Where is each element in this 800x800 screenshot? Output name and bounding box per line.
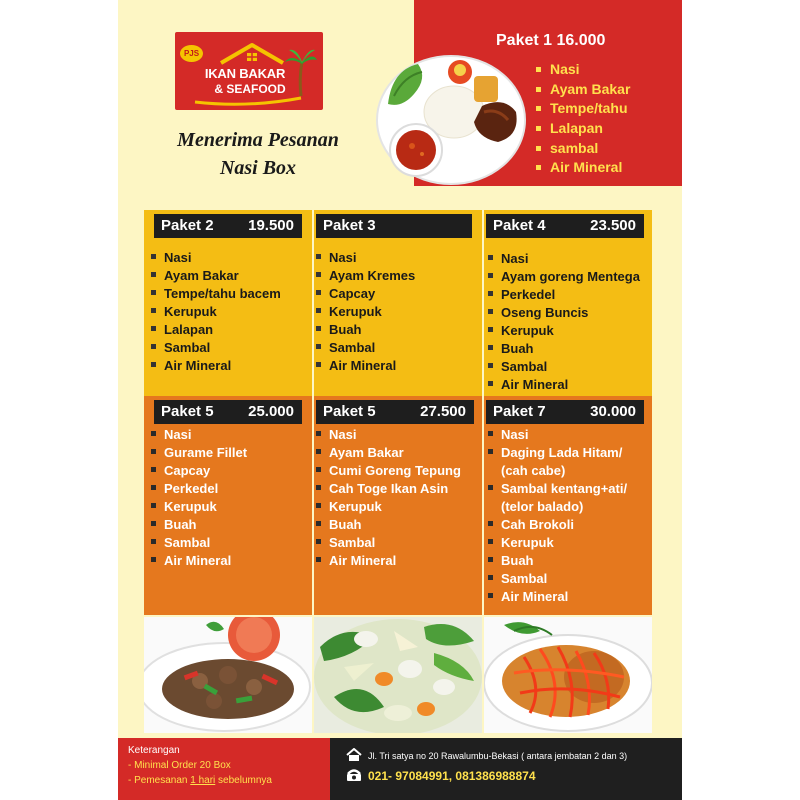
package-card-paket5a: [144, 396, 312, 615]
list-item: Air Mineral: [151, 357, 281, 375]
package-card-paket3: [314, 210, 482, 396]
list-item: Buah: [316, 516, 461, 534]
paket1-item-list: [536, 60, 630, 178]
list-item: Kerupuk: [151, 498, 247, 516]
list-item: Sambal: [316, 339, 415, 357]
list-item: Buah: [151, 516, 247, 534]
logo-swoosh: [193, 96, 303, 106]
package-item-list: [488, 426, 627, 606]
package-price: 25.000: [248, 403, 294, 420]
package-item-list: [316, 249, 415, 375]
menu-flyer: [118, 0, 682, 800]
note-order-time-suffix: sebelumnya: [215, 775, 272, 786]
package-header: [154, 214, 302, 238]
package-card-paket4: [484, 210, 652, 396]
pjs-badge: PJS: [180, 45, 203, 62]
list-item: Kerupuk: [488, 534, 627, 552]
list-item: Air Mineral: [151, 552, 247, 570]
footer-contact: [330, 738, 682, 800]
list-item: Nasi: [316, 249, 415, 267]
list-item: Cah Toge Ikan Asin: [316, 480, 461, 498]
list-item: Air Mineral: [488, 376, 640, 394]
phone-numbers: 021- 97084991, 081386988874: [368, 769, 536, 783]
list-item: Nasi: [488, 426, 627, 444]
package-price: 23.500: [590, 217, 636, 234]
package-card-paket2: [144, 210, 312, 396]
package-item-list: [316, 426, 461, 570]
list-item: Cumi Goreng Tepung: [316, 462, 461, 480]
list-item: Kerupuk: [316, 498, 461, 516]
list-item: Ayam Bakar: [151, 267, 281, 285]
notes-title: Keterangan: [128, 745, 180, 756]
package-name: Paket 5: [323, 403, 376, 420]
list-item: Tempe/tahu: [536, 99, 630, 119]
note-min-order: - Minimal Order 20 Box: [128, 760, 231, 771]
list-item: Sambal: [316, 534, 461, 552]
list-item: Kerupuk: [488, 322, 640, 340]
list-item: Sambal: [151, 339, 281, 357]
package-header: [486, 214, 644, 238]
list-item: Air Mineral: [316, 552, 461, 570]
list-item: Air Mineral: [536, 158, 630, 178]
list-item: Ayam Bakar: [316, 444, 461, 462]
list-item: Nasi: [536, 60, 630, 80]
package-header: [316, 214, 472, 238]
package-item-list: [488, 250, 640, 394]
list-item: Ayam goreng Mentega: [488, 268, 640, 286]
restaurant-logo: [175, 32, 323, 110]
package-item-list: [151, 249, 281, 375]
list-item: Nasi: [151, 426, 247, 444]
map-pin-icon: [346, 748, 362, 762]
package-name: Paket 5: [161, 403, 214, 420]
list-item-continuation: (cah cabe): [501, 463, 566, 478]
list-item: Capcay: [151, 462, 247, 480]
list-item-continuation: (telor balado): [501, 499, 584, 514]
list-item: Lalapan: [536, 119, 630, 139]
list-item: Capcay: [316, 285, 415, 303]
list-item: Oseng Buncis: [488, 304, 640, 322]
list-item: Buah: [488, 552, 627, 570]
list-item: Ayam Bakar: [536, 80, 630, 100]
list-item: Sambal: [488, 358, 640, 376]
address: Jl. Tri satya no 20 Rawalumbu-Bekasi ( antara jembatan 2 dan 3): [368, 751, 628, 761]
list-item: Buah: [488, 340, 640, 358]
food-photo-capcay: [314, 617, 482, 733]
list-item: Kerupuk: [151, 303, 281, 321]
list-item: sambal: [536, 139, 630, 159]
list-item: Ayam Kremes: [316, 267, 415, 285]
package-header: [316, 400, 474, 424]
note-order-time-days: 1 hari: [190, 775, 216, 786]
list-item: Air Mineral: [316, 357, 415, 375]
house-icon: [217, 41, 287, 67]
food-photo-squid: [484, 617, 652, 733]
list-item: Tempe/tahu bacem: [151, 285, 281, 303]
package-name: Paket 2: [161, 217, 214, 234]
headline-line1: Menerima Pesanan: [177, 129, 339, 151]
list-item: Perkedel: [151, 480, 247, 498]
list-item: Cah Brokoli: [488, 516, 627, 534]
logo-text-line1: IKAN BAKAR: [204, 66, 286, 81]
package-name: Paket 7: [493, 403, 546, 420]
list-item: Sambal kentang+ati/: [488, 480, 627, 498]
package-card-paket5b: [314, 396, 482, 615]
list-item: Nasi: [488, 250, 640, 268]
package-header: [486, 400, 644, 424]
list-item: Buah: [316, 321, 415, 339]
package-name: Paket 4: [493, 217, 546, 234]
list-item: Sambal: [151, 534, 247, 552]
list-item: Nasi: [316, 426, 461, 444]
logo-text-line2: & SEAFOOD: [214, 82, 286, 96]
package-header: [154, 400, 302, 424]
paket1-title: Paket 1 16.000: [496, 32, 606, 49]
list-item: Nasi: [151, 249, 281, 267]
paket1-food-photo: [374, 50, 528, 188]
food-photo-beef: [144, 617, 312, 733]
list-item: Gurame Fillet: [151, 444, 247, 462]
list-item: Perkedel: [488, 286, 640, 304]
note-order-time: [128, 775, 272, 786]
list-item: Daging Lada Hitam/: [488, 444, 627, 462]
package-price: 27.500: [420, 403, 466, 420]
list-item: Air Mineral: [488, 588, 627, 606]
package-item-list: [151, 426, 247, 570]
list-item: Kerupuk: [316, 303, 415, 321]
list-item: Sambal: [488, 570, 627, 588]
note-order-time-prefix: - Pemesanan: [128, 775, 191, 786]
package-card-paket7: [484, 396, 652, 615]
package-price: 30.000: [590, 403, 636, 420]
headline-line2: Nasi Box: [219, 157, 297, 179]
headline: [138, 126, 378, 182]
package-price: 19.500: [248, 217, 294, 234]
footer-notes: [118, 738, 330, 800]
package-name: Paket 3: [323, 217, 376, 234]
phone-icon: [346, 768, 362, 782]
list-item: Lalapan: [151, 321, 281, 339]
